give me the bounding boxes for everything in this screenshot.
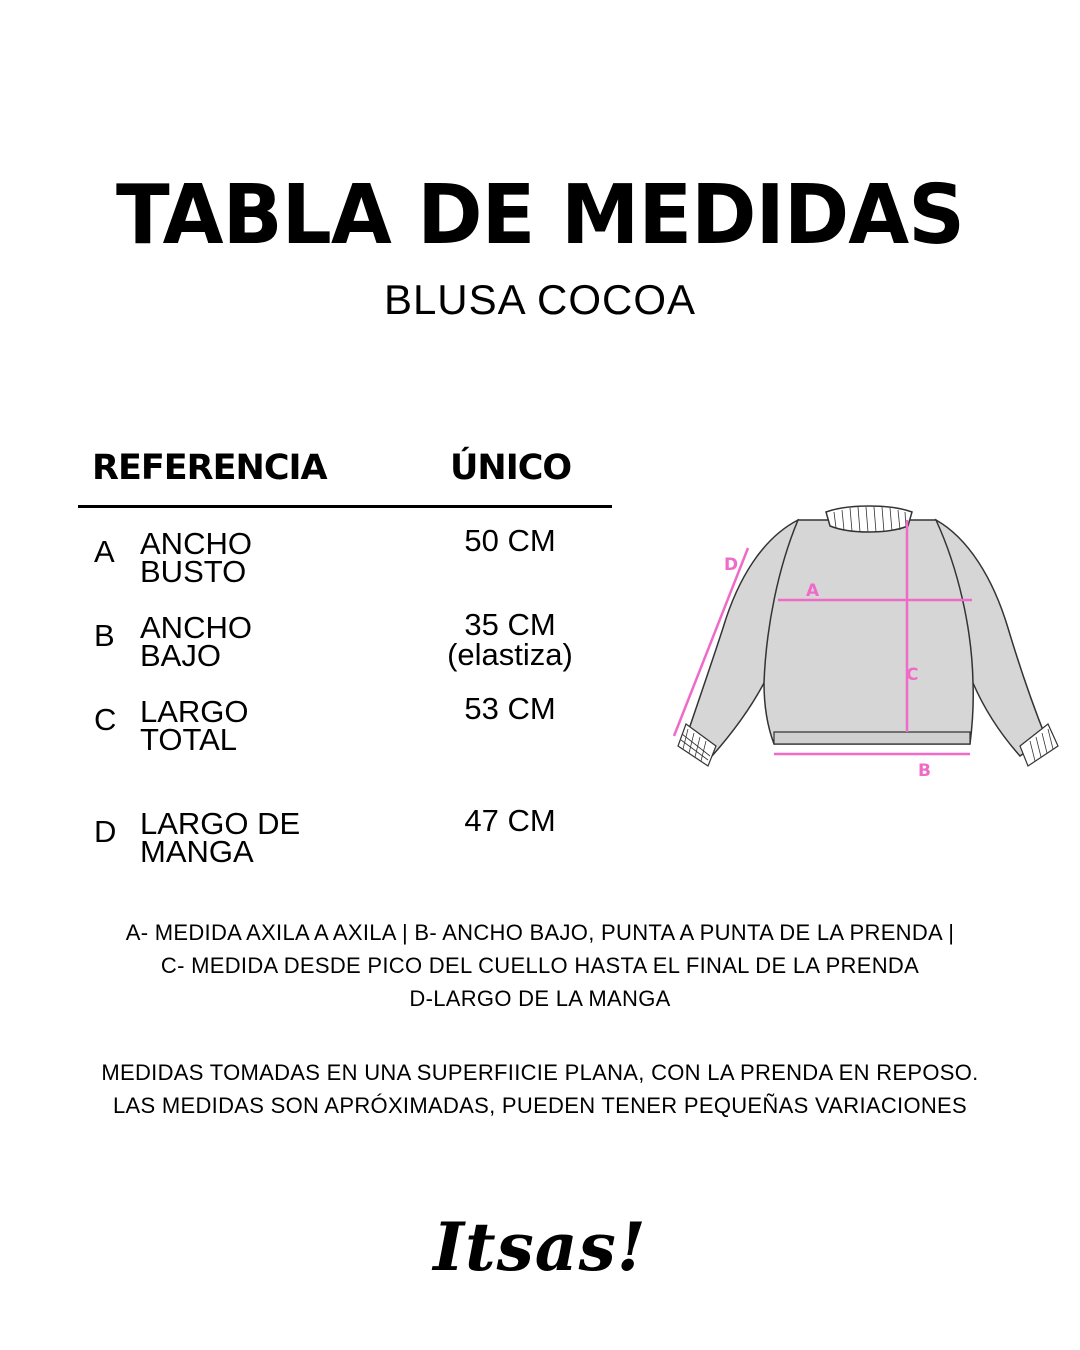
row-b-letter: B: [94, 618, 115, 653]
row-d-letter: D: [94, 814, 117, 849]
label-b: B: [918, 761, 931, 778]
product-name: BLUSA COCOA: [383, 276, 697, 323]
column-header-size: ÚNICO: [450, 448, 572, 488]
column-header-reference: REFERENCIA: [92, 448, 327, 488]
row-b-label: ANCHO BAJO: [140, 610, 252, 673]
brand-logo: Itsas!: [433, 1208, 647, 1286]
measurement-notes: A- MEDIDA AXILA A AXILA | B- ANCHO BAJO, PUNTA A PUNTA DE LA PRENDA | C- MEDIDA DESDE PICO DEL CUELLO HASTA EL FINAL DE LA PRENDA D-LARGO DE LA MANGA: [125, 920, 955, 1011]
label-c: C: [906, 665, 919, 685]
row-a-label: ANCHO BUSTO: [140, 526, 252, 589]
label-d: D: [724, 555, 739, 575]
row-b-value: 35 CM (elastiza): [447, 607, 573, 672]
sweater-diagram: [668, 498, 1068, 778]
row-c-label: LARGO TOTAL: [140, 694, 249, 757]
row-d-value: 47 CM: [464, 803, 556, 838]
row-a-value: 50 CM: [464, 523, 556, 558]
row-c-letter: C: [94, 702, 117, 737]
sweater-illustration: [678, 506, 1058, 766]
label-a: A: [806, 581, 820, 601]
row-c-value: 53 CM: [464, 691, 556, 726]
measurement-disclaimer: MEDIDAS TOMADAS EN UNA SUPERFIICIE PLANA, CON LA PRENDA EN REPOSO. LAS MEDIDAS SON APRÓXIMADAS, PUEDEN TENER PEQUEÑAS VARIACIONES: [101, 1060, 979, 1118]
page-title: TABLA DE MEDIDAS: [116, 168, 964, 263]
row-d-label: LARGO DE MANGA: [140, 806, 301, 869]
row-a-letter: A: [94, 534, 115, 569]
header-divider: [78, 505, 612, 508]
